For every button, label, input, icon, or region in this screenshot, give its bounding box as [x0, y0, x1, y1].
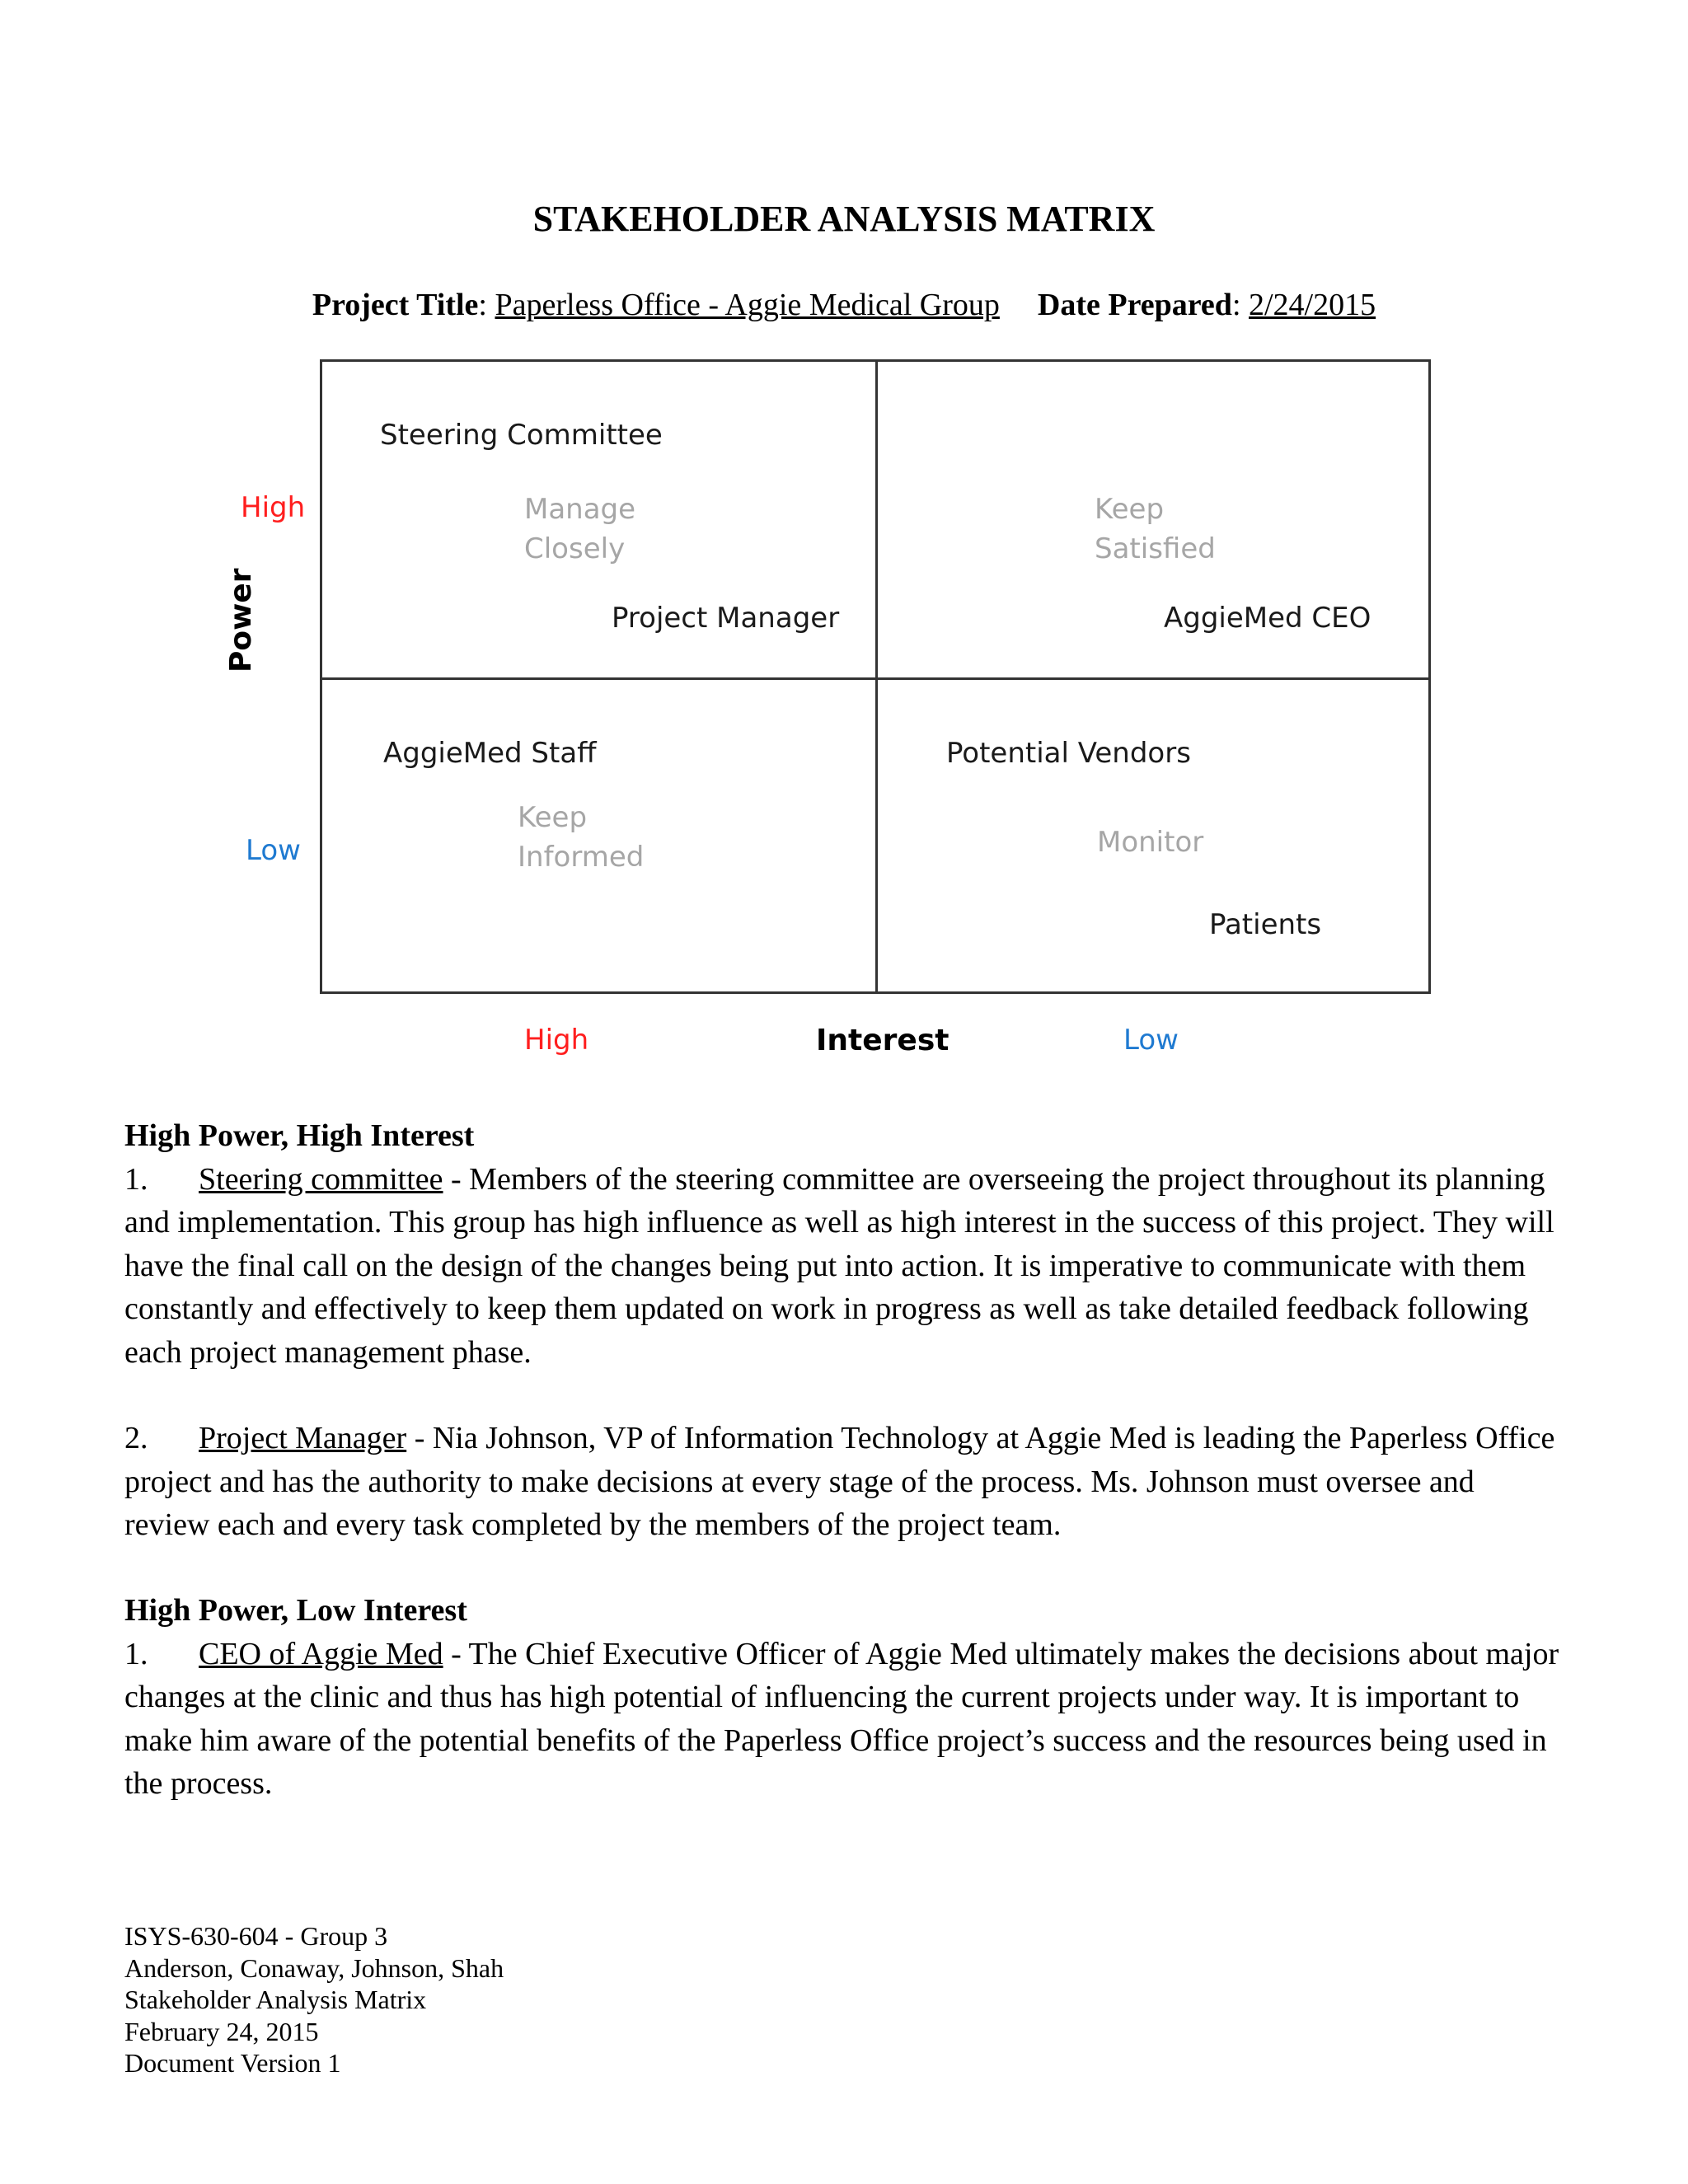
section-high-power-low-interest — [124, 1589, 1567, 1806]
item-number: 1. — [124, 1636, 148, 1671]
interest-high-label: High — [524, 1024, 589, 1057]
power-low-label: Low — [246, 834, 301, 867]
stakeholder-aggiemed-staff: AggieMed Staff — [383, 737, 597, 770]
item-text: - Nia Johnson, VP of Information Technology at Aggie Med is leading the Paperless Office project and has the authority to make decisions at every stage of the process. Ms. Johnson must oversee and review each and every task completed by the members of the project team. — [124, 1421, 1555, 1542]
footer-course: ISYS-630-604 - Group 3 — [124, 1921, 388, 1951]
strategy-monitor: Monitor — [1097, 826, 1204, 859]
item-name: Project Manager — [199, 1421, 407, 1455]
matrix-grid — [320, 359, 1431, 994]
footer-version: Document Version 1 — [124, 2048, 341, 2078]
section-heading: High Power, High Interest — [124, 1118, 475, 1153]
stakeholder-patients: Patients — [1209, 908, 1322, 941]
list-item — [124, 1417, 1567, 1547]
document-footer — [124, 1920, 504, 2079]
footer-doc-name: Stakeholder Analysis Matrix — [124, 1985, 427, 2014]
stakeholder-steering-committee: Steering Committee — [380, 419, 663, 452]
stakeholder-matrix — [0, 0, 1688, 1088]
power-axis-label: Power — [224, 568, 258, 673]
footer-date: February 24, 2015 — [124, 2016, 319, 2046]
item-number: 2. — [124, 1421, 148, 1455]
item-number: 1. — [124, 1161, 148, 1197]
document-title: STAKEHOLDER ANALYSIS MATRIX — [532, 199, 1156, 239]
interest-axis-label: Interest — [816, 1024, 950, 1057]
item-text: - The Chief Executive Officer of Aggie Med ultimately makes the decisions about major changes at the clinic and thus has high potential of influencing the current projects under way. It is important to make him aware of the potential benefits of the Paperless Office project’s success and the resources being used in the process. — [124, 1636, 1559, 1801]
item-name: CEO of Aggie Med — [199, 1636, 443, 1671]
project-title-value: Paperless Office - Aggie Medical Group — [495, 288, 1000, 322]
interest-low-label: Low — [1123, 1024, 1179, 1057]
stakeholder-aggiemed-ceo: AggieMed CEO — [1164, 602, 1372, 635]
footer-authors: Anderson, Conaway, Johnson, Shah — [124, 1952, 504, 1983]
list-item — [124, 1633, 1567, 1806]
strategy-keep-satisfied: Keep Satisfied — [1095, 493, 1216, 565]
date-prepared-value: 2/24/2015 — [1249, 288, 1376, 322]
matrix-horizontal-divider — [322, 677, 1428, 680]
section-high-power-high-interest — [124, 1114, 1567, 1547]
stakeholder-project-manager: Project Manager — [612, 602, 840, 635]
strategy-keep-informed: Keep Informed — [518, 801, 645, 874]
project-info-line: Project Title: Paperless Office - Aggie Medical Group Date Prepared: 2/24/2015 — [312, 288, 1376, 322]
stakeholder-potential-vendors: Potential Vendors — [946, 737, 1191, 770]
item-name: Steering committee — [199, 1161, 443, 1197]
date-prepared-label: Date Prepared — [1037, 288, 1232, 322]
list-item — [124, 1158, 1567, 1375]
section-heading: High Power, Low Interest — [124, 1593, 467, 1628]
item-text: - Members of the steering committee are overseeing the project throughout its planning and implementation. This group has high influence as well as high interest in the success of this project. They will have the final call on the design of the changes being put into action. It is imperative to communicate with them constantly and effectively to keep them updated on work in progress as well as take detailed feedback following each project management phase. — [124, 1161, 1554, 1370]
power-high-label: High — [241, 491, 306, 524]
project-title-label: Project Title — [312, 288, 479, 322]
matrix-vertical-divider — [875, 362, 878, 991]
strategy-manage-closely: Manage Closely — [524, 493, 636, 565]
